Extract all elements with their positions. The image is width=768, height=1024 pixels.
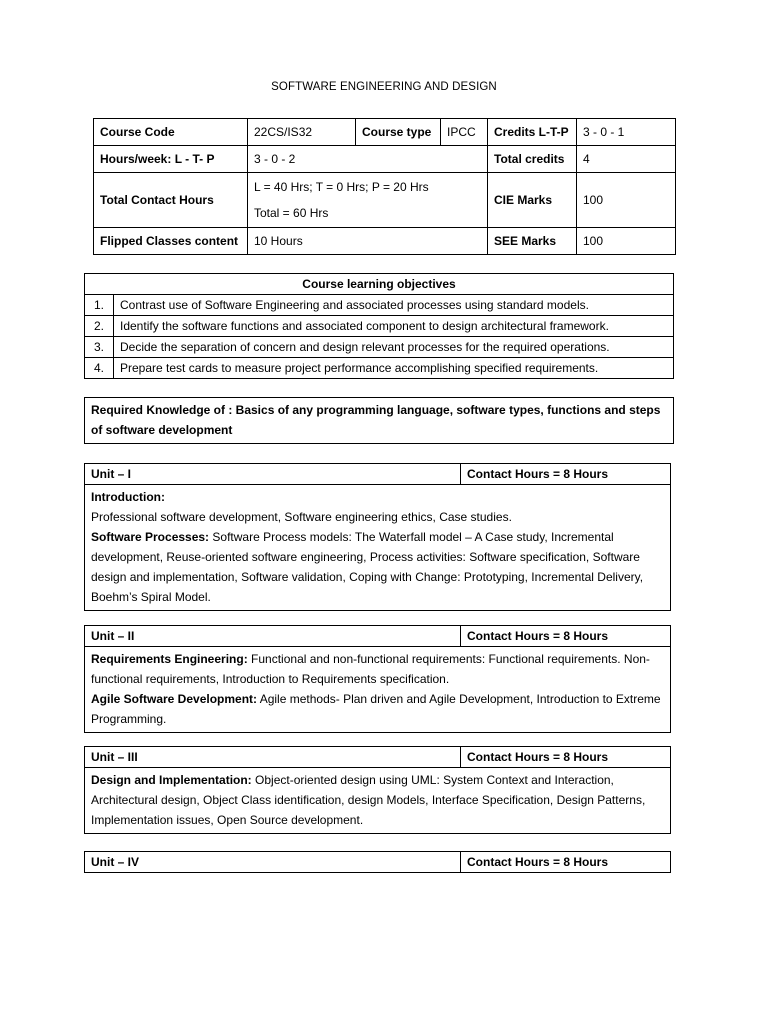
objective-number: 1. (85, 295, 114, 316)
unit-content (85, 768, 671, 834)
section-paragraph (91, 770, 664, 830)
section-paragraph (91, 649, 664, 689)
section-text: Object-oriented design using UML: System Context and Interaction, Architectural design, Object Class identification, design Models, Interface Specification, Design Patterns, Implementation issues, Open Source development. (91, 773, 646, 827)
objective-number: 2. (85, 316, 114, 337)
unit-content (85, 647, 671, 733)
objective-text: Decide the separation of concern and design relevant processes for the required operations. (114, 337, 674, 358)
unit-contact-hours: Contact Hours = 8 Hours (461, 852, 671, 873)
unit-4-table (84, 851, 671, 873)
section-heading: Design and Implementation: (91, 773, 252, 787)
cie-marks-value: 100 (577, 173, 676, 228)
section-paragraph (91, 689, 664, 729)
objective-text: Prepare test cards to measure project performance accomplishing specified requirements. (114, 358, 674, 379)
unit-title: Unit – II (85, 626, 461, 647)
objective-row (85, 295, 674, 316)
section-heading: Agile Software Development: (91, 692, 258, 706)
objective-text: Identify the software functions and associated component to design architectural framework. (114, 316, 674, 337)
hours-week-value: 3 - 0 - 2 (248, 146, 488, 173)
page-title: SOFTWARE ENGINEERING AND DESIGN (271, 81, 497, 93)
total-credits-value: 4 (577, 146, 676, 173)
objective-text: Contrast use of Software Engineering and associated processes using standard models. (114, 295, 674, 316)
section-text: Functional and non-functional requirements: Functional requirements. Non-functional requirements, Introduction to Requirements specification. (91, 652, 650, 686)
contact-hours-breakdown: L = 40 Hrs; T = 0 Hrs; P = 20 Hrs (254, 180, 429, 194)
flipped-classes-value: 10 Hours (248, 228, 488, 255)
unit-title: Unit – III (85, 747, 461, 768)
total-contact-hours-label: Total Contact Hours (94, 173, 248, 228)
unit-contact-hours: Contact Hours = 8 Hours (461, 747, 671, 768)
course-type-label: Course type (356, 119, 441, 146)
required-knowledge: Required Knowledge of : Basics of any programming language, software types, functions and steps of software development (84, 397, 674, 444)
section-text: Software Process models: The Waterfall model – A Case study, Incremental development, Reuse-oriented software engineering, Process activities: Software specification, Software design and implementation, Software validation, Coping with Change: Prototyping, Incremental Delivery, Boehm’s Spiral Model. (91, 530, 644, 604)
course-info-table (93, 118, 676, 255)
unit-2-table (84, 625, 671, 733)
unit-content (85, 485, 671, 611)
section-heading: Software Processes: (91, 530, 210, 544)
course-type-value: IPCC (441, 119, 488, 146)
section-heading: Requirements Engineering: (91, 652, 248, 666)
total-contact-hours-value (248, 173, 488, 228)
objective-row (85, 358, 674, 379)
section-text: Professional software development, Software engineering ethics, Case studies. (91, 510, 512, 524)
unit-title: Unit – I (85, 464, 461, 485)
unit-title: Unit – IV (85, 852, 461, 873)
total-credits-label: Total credits (488, 146, 577, 173)
section-text: Agile methods- Plan driven and Agile Development, Introduction to Extreme Programming. (91, 692, 661, 726)
objective-number: 3. (85, 337, 114, 358)
contact-hours-total: Total = 60 Hrs (254, 206, 329, 220)
section-heading: Introduction: (91, 490, 165, 504)
unit-contact-hours: Contact Hours = 8 Hours (461, 464, 671, 485)
objectives-table (84, 273, 674, 379)
hours-week-label: Hours/week: L - T- P (94, 146, 248, 173)
objective-number: 4. (85, 358, 114, 379)
course-code-label: Course Code (94, 119, 248, 146)
unit-3-table (84, 746, 671, 834)
credits-ltp-label: Credits L-T-P (488, 119, 577, 146)
cie-marks-label: CIE Marks (488, 173, 577, 228)
objectives-heading: Course learning objectives (85, 274, 674, 295)
see-marks-label: SEE Marks (488, 228, 577, 255)
unit-contact-hours: Contact Hours = 8 Hours (461, 626, 671, 647)
objective-row (85, 337, 674, 358)
section-paragraph (91, 527, 664, 607)
credits-ltp-value: 3 - 0 - 1 (577, 119, 676, 146)
course-code-value: 22CS/IS32 (248, 119, 356, 146)
objective-row (85, 316, 674, 337)
see-marks-value: 100 (577, 228, 676, 255)
flipped-classes-label: Flipped Classes content (94, 228, 248, 255)
unit-1-table (84, 463, 671, 611)
